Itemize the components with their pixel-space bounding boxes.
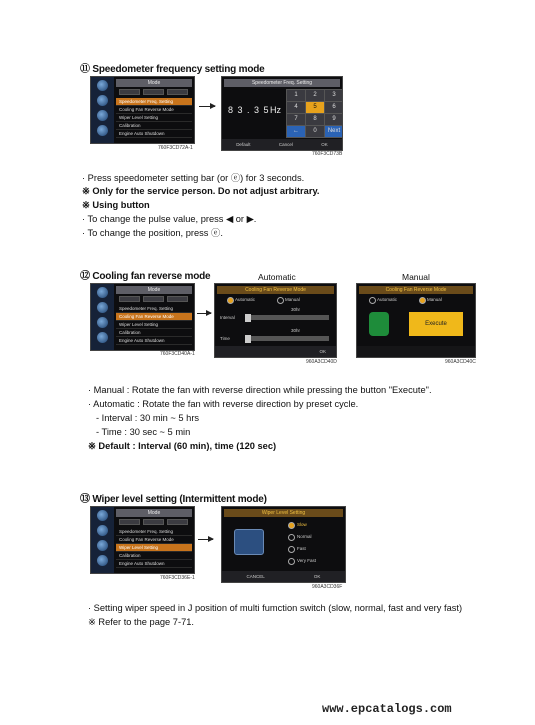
option-label: Slow — [297, 522, 307, 527]
keypad-key[interactable]: 7 — [286, 113, 306, 126]
execute-button[interactable]: Execute — [409, 312, 463, 336]
keypad-key[interactable]: 0 — [305, 125, 325, 138]
mode-menu-screen — [90, 283, 195, 351]
wiper-setting-screen — [221, 506, 346, 583]
screen-title: Speedometer Freq. Setting — [224, 79, 340, 87]
time-slider[interactable] — [245, 336, 329, 341]
menu-item[interactable]: Speedometer Freq. Setting — [116, 98, 192, 106]
menu-title: Mode — [116, 286, 192, 294]
default-button[interactable]: Default — [236, 142, 251, 147]
instruction-line: · Manual : Rotate the fan with reverse direction while pressing the button "Execute". — [88, 385, 432, 395]
interval-label: Interval — [220, 315, 235, 320]
keypad-key[interactable]: 2 — [305, 89, 325, 102]
fan-manual-screen — [356, 283, 476, 358]
radio-slow[interactable] — [288, 522, 295, 529]
backspace-key[interactable]: ← — [286, 125, 306, 138]
instruction-line: · Automatic : Rotate the fan with reverse direction by preset cycle. — [88, 399, 359, 409]
interval-value: 30hr — [291, 307, 301, 312]
ok-button[interactable]: OK — [319, 349, 326, 354]
menu-icon — [97, 555, 108, 566]
footer-watermark: www.epcatalogs.com — [322, 702, 452, 716]
menu-item[interactable]: Cooling Fan Reverse Mode — [116, 106, 192, 114]
radio-very-fast[interactable] — [288, 558, 295, 565]
menu-item[interactable]: Calibration — [116, 552, 192, 560]
figure-caption: 760F3CD40A-1 — [160, 351, 195, 357]
sidebar — [91, 77, 114, 143]
option-label: Fast — [297, 546, 306, 551]
ok-button[interactable]: OK — [321, 142, 328, 147]
menu-icon — [97, 110, 108, 121]
figure-caption: 960A3CD36F — [312, 584, 343, 590]
section-heading: ⑬ Wiper level setting (Intermittent mode) — [80, 494, 267, 505]
menu-icon — [97, 95, 108, 106]
option-label: Manual — [285, 297, 300, 302]
menu-item[interactable]: Wiper Level Setting — [116, 114, 192, 122]
note-line: ※ Default : Interval (60 min), time (120 sec) — [88, 441, 277, 451]
menu-item[interactable]: Cooling Fan Reverse Mode — [116, 313, 192, 321]
menu-item[interactable]: Engine Auto Shutdown — [116, 337, 192, 345]
menu-item[interactable]: Calibration — [116, 329, 192, 337]
interval-slider[interactable] — [245, 315, 329, 320]
menu-item[interactable]: Engine Auto Shutdown — [116, 130, 192, 138]
arrow-icon — [197, 313, 211, 314]
radio-normal[interactable] — [288, 534, 295, 541]
keypad-key[interactable]: 3 — [324, 89, 343, 102]
option-label: Automatic — [377, 297, 398, 302]
menu-icon — [97, 302, 108, 313]
screen-title: Wiper Level Setting — [224, 509, 343, 517]
menu-icon — [97, 510, 108, 521]
menu-title: Mode — [116, 509, 192, 517]
menu-item[interactable]: Engine Auto Shutdown — [116, 560, 192, 568]
keypad-key[interactable]: 5 — [305, 101, 325, 114]
instruction-line: - Interval : 30 min ~ 5 hrs — [96, 413, 200, 423]
label-manual: Manual — [402, 272, 430, 282]
option-label: Normal — [297, 534, 312, 539]
section-heading: ⑫ Cooling fan reverse mode — [80, 271, 211, 282]
option-label: Automatic — [235, 297, 256, 302]
wiper-icon — [234, 529, 264, 555]
cancel-button[interactable]: Cancel — [278, 142, 293, 147]
fan-auto-screen — [214, 283, 337, 358]
keypad-key[interactable]: 1 — [286, 89, 306, 102]
keypad-key[interactable]: 6 — [324, 101, 343, 114]
figure-caption: 960A3CD40D — [306, 359, 337, 365]
screen-title: Cooling Fan Reverse Mode — [359, 286, 473, 294]
figure-caption: 960A3CD40C — [445, 359, 476, 365]
instruction-line: · To change the position, press ⓔ. — [82, 228, 223, 238]
radio-manual[interactable] — [419, 297, 426, 304]
menu-icon — [97, 80, 108, 91]
section-heading: ⑪ Speedometer frequency setting mode — [80, 64, 265, 75]
next-key[interactable]: Next — [324, 125, 343, 138]
keypad-key[interactable]: 8 — [305, 113, 325, 126]
freq-unit: Hz — [270, 105, 281, 115]
note-line: ※ Using button — [82, 200, 150, 210]
mode-menu-screen — [90, 76, 195, 144]
mode-menu-screen — [90, 506, 195, 574]
instruction-line: · To change the pulse value, press ◀ or ▶. — [82, 214, 257, 224]
fan-icon — [369, 312, 389, 336]
freq-setting-screen — [221, 76, 343, 151]
note-line: ※ Refer to the page 7-71. — [88, 617, 194, 627]
figure-caption: 760F3CD72A-1 — [158, 145, 193, 151]
keypad-key[interactable]: 9 — [324, 113, 343, 126]
menu-item[interactable]: Cooling Fan Reverse Mode — [116, 536, 192, 544]
keypad-key[interactable]: 4 — [286, 101, 306, 114]
option-label: Very Fast — [297, 558, 317, 563]
radio-automatic[interactable] — [227, 297, 234, 304]
instruction-line: · Press speedometer setting bar (or ⓔ) for 3 seconds. — [82, 173, 305, 183]
menu-icon — [97, 287, 108, 298]
menu-icon — [97, 525, 108, 536]
menu-icon — [97, 125, 108, 136]
instruction-line: · Setting wiper speed in J position of multi fumction switch (slow, normal, fast and very fast) — [88, 603, 463, 613]
radio-automatic[interactable] — [369, 297, 376, 304]
note-line: ※ Only for the service person. Do not adjust arbitrary. — [82, 186, 320, 196]
time-value: 30hr — [291, 328, 301, 333]
menu-item[interactable]: Wiper Level Setting — [116, 544, 192, 552]
menu-item[interactable]: Speedometer Freq. Setting — [116, 305, 192, 313]
ok-button[interactable]: OK — [313, 574, 321, 579]
menu-item[interactable]: Calibration — [116, 122, 192, 130]
figure-caption: 760F3CD36E-1 — [160, 575, 195, 581]
radio-fast[interactable] — [288, 546, 295, 553]
time-label: Time — [220, 336, 230, 341]
arrow-icon — [199, 106, 215, 107]
menu-title: Mode — [116, 79, 192, 87]
menu-icon — [97, 332, 108, 343]
arrow-icon — [198, 539, 213, 540]
radio-manual[interactable] — [277, 297, 284, 304]
menu-item[interactable]: Speedometer Freq. Setting — [116, 528, 192, 536]
cancel-button[interactable]: CANCEL — [246, 574, 265, 579]
freq-value: 8 3 . 3 5 — [228, 105, 270, 115]
label-automatic: Automatic — [258, 272, 296, 282]
menu-item[interactable]: Wiper Level Setting — [116, 321, 192, 329]
screen-title: Cooling Fan Reverse Mode — [217, 286, 334, 294]
instruction-line: - Time : 30 sec ~ 5 min — [96, 427, 191, 437]
menu-icon — [97, 317, 108, 328]
option-label: Manual — [427, 297, 442, 302]
menu-icon — [97, 540, 108, 551]
figure-caption: 760F3CD73B — [312, 151, 343, 157]
